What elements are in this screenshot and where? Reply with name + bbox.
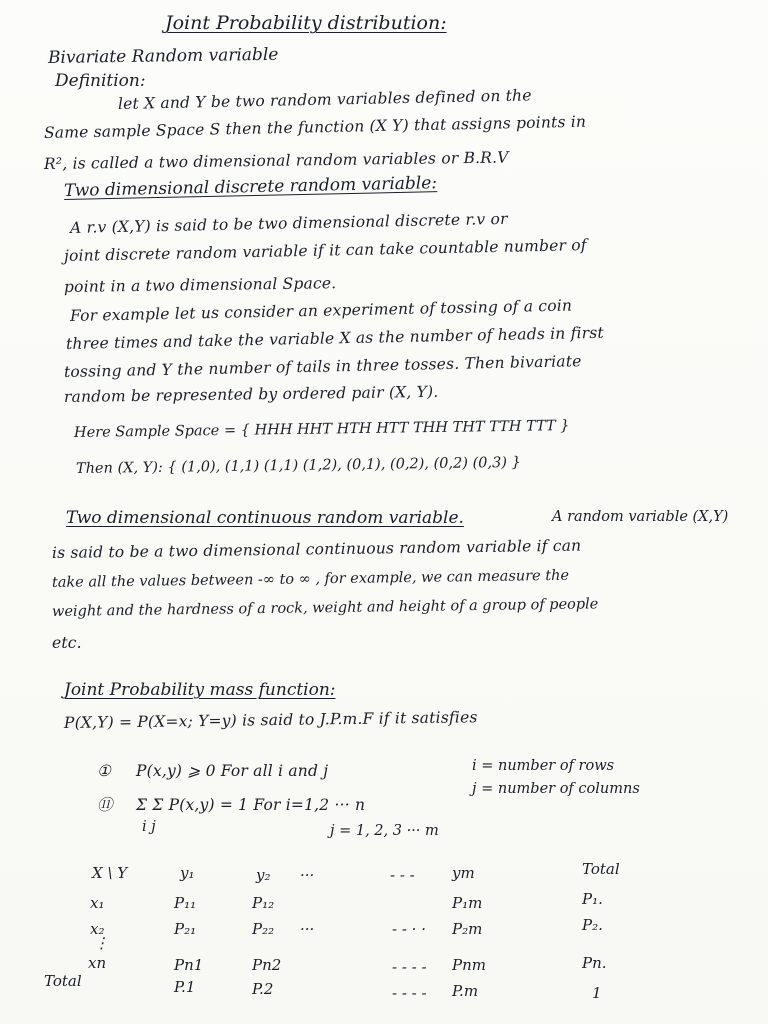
continuous-line-3: weight and the hardness of a rock, weight and height of a group of people [51,596,599,620]
table-row-4-c2: Pn2 [252,956,282,974]
table-row-5-c2: P.2 [252,980,274,998]
table-row-5-c1: P.1 [174,978,196,996]
condition-1-marker: ① [97,762,112,780]
table-row-4-c4: - - - - [392,958,427,976]
example-line-2: three times and take the variable X as the number of heads in first [65,323,605,353]
table-row-2-c2: P₂₂ [252,920,275,938]
table-row-1-label: x₁ [90,894,105,912]
xy-values-line: Then (X, Y): { (1,0), (1,1) (1,1) (1,2), (0,1), (0,2), (0,2) (0,3) } [75,454,521,477]
table-row-2-c4: - - · · [392,920,426,938]
discrete-line-3: point in a two dimensional Space. [63,274,337,296]
table-row-4-c1: Pn1 [174,956,204,974]
table-row-5-c4: - - - - [392,984,427,1002]
table-row-1-c2: P₁₂ [252,894,275,912]
table-row-2-label: x₂ [90,920,105,938]
table-row-2-total: P₂. [582,916,603,934]
note-columns: j = number of columns [472,781,640,797]
table-row-4-total: Pn. [582,954,607,972]
discrete-heading: Two dimensional discrete random variable: [63,173,438,201]
discrete-line-2: joint discrete random variable if it can take countable number of [63,236,587,265]
discrete-line-1: A r.v (X,Y) is said to be two dimensional discrete r.v or [69,209,508,237]
definition-line-3: R², is called a two dimensional random variables or B.R.V [43,148,509,173]
table-row-4-label: xn [88,954,107,972]
sample-space-line: Here Sample Space = { HHH HHT HTH HTT THH THT TTH TTT } [73,418,570,441]
example-line-1: For example let us consider an experiment of tossing of a coin [69,296,573,325]
table-header-ym: ym [452,864,475,882]
condition-2-marker: ⑪ [97,796,113,814]
continuous-line-2: take all the values between -∞ to ∞ , for example, we can measure the [51,567,570,591]
table-header-dots: ··· [300,866,315,884]
table-row-1-c5: P₁m [452,894,483,912]
table-row-1-c1: P₁₁ [174,894,197,912]
table-row-5-total: 1 [592,984,602,1002]
condition-1: P(x,y) ⩾ 0 For all i and j [136,762,329,780]
example-line-4: random be represented by ordered pair (X, Y). [63,382,439,406]
table-header-dashes: - - - [390,866,415,884]
page-title: Joint Probability distribution: [165,12,447,34]
table-header-y1: y₁ [180,864,195,882]
table-row-1-total: P₁. [582,890,603,908]
table-row-5-c5: P.m [452,982,479,1000]
continuous-line-1: is said to be a two dimensional continuous random variable if can [51,536,582,562]
subtitle: Bivariate Random variable [47,44,279,68]
condition-2-subscripts: i j [142,819,156,835]
condition-2: Σ Σ P(x,y) = 1 For i=1,2 ··· n [136,796,366,814]
continuous-line-4: etc. [52,634,82,652]
table-row-5-label: Total [44,972,82,990]
definition-label: Definition: [55,71,146,91]
continuous-heading-tail: A random variable (X,Y) [552,509,729,525]
table-row-4-c5: Pnm [452,956,486,974]
condition-2-j-range: j = 1, 2, 3 ··· m [330,823,439,839]
table-header-y2: y₂ [256,866,271,884]
pmf-statement: P(X,Y) = P(X=x; Y=y) is said to J.P.m.F if it satisfies [63,708,478,732]
continuous-heading: Two dimensional continuous random variable. [66,508,464,528]
table-corner: X \ Y [92,864,128,882]
pmf-heading: Joint Probability mass function: [64,680,336,700]
table-header-total: Total [582,860,620,878]
example-line-3: tossing and Y the number of tails in three tosses. Then bivariate [63,352,582,381]
table-row-2-c3: ··· [300,920,315,938]
table-row-3-label: ⋮ [94,934,109,952]
table-row-2-c5: P₂m [452,920,483,938]
definition-line-1: let X and Y be two random variables defined on the [117,86,532,113]
table-row-2-c1: P₂₁ [174,920,197,938]
note-rows: i = number of rows [472,758,615,774]
definition-line-2: Same sample Space S then the function (X Y) that assigns points in [43,112,587,142]
